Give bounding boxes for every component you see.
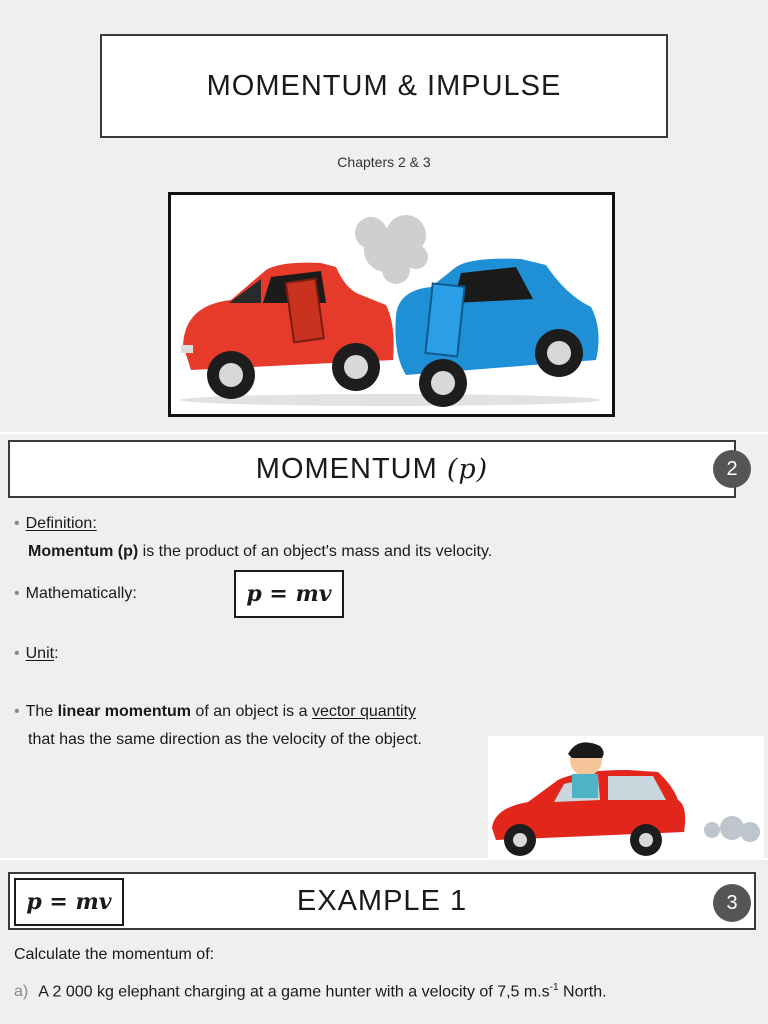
math-bullet <box>14 580 137 608</box>
linear-mid: of an object is a <box>190 703 312 720</box>
example-intro: Calculate the momentum of: <box>14 946 215 963</box>
boy-driving-car-illustration <box>488 736 764 858</box>
bullet-dot-icon: • <box>14 645 20 662</box>
bullet-dot-icon: • <box>14 585 20 602</box>
item-label: a) <box>14 983 29 1001</box>
momentum-symbol: (p) <box>446 453 489 485</box>
definition-label: Definition: <box>25 515 97 532</box>
linear-pre: The <box>25 703 58 720</box>
linear-line2: that has the same direction as the velocity of the object. <box>28 731 422 748</box>
slide-title-box <box>100 34 668 138</box>
momentum-formula: p = mv <box>234 570 344 618</box>
definition-bullet <box>14 510 492 566</box>
item-text: A 2 000 kg elephant charging at a game hunter with a velocity of 7,5 m.s <box>38 983 550 1001</box>
bullet-dot-icon: • <box>14 515 20 532</box>
boy-car-svg <box>488 736 764 858</box>
linear-momentum-bullet <box>14 698 422 754</box>
unit-bullet <box>14 640 59 668</box>
definition-line <box>14 538 492 566</box>
slide-title <box>0 0 768 432</box>
slide-title: MOMENTUM <box>255 452 447 485</box>
page-number-badge: 2 <box>713 450 751 488</box>
presentation-title: MOMENTUM & IMPULSE <box>206 69 562 102</box>
example-item-a <box>14 982 607 1001</box>
bullet-dot-icon: • <box>14 703 20 720</box>
car-crash-illustration <box>168 192 615 417</box>
momentum-formula: p = mv <box>14 878 124 926</box>
unit-colon: : <box>54 645 59 662</box>
subtitle: Chapters 2 & 3 <box>337 154 431 170</box>
definition-text: is the product of an object's mass and its velocity. <box>138 543 493 560</box>
linear-bold: linear momentum <box>57 703 191 720</box>
math-label: Mathematically: <box>25 585 137 602</box>
item-exponent: -1 <box>549 982 559 993</box>
vector-quantity: vector quantity <box>311 703 417 720</box>
slide-title: EXAMPLE 1 <box>296 884 468 917</box>
car-crash-svg <box>171 195 612 414</box>
slide-example-1 <box>0 860 768 1024</box>
page-number-badge: 3 <box>713 884 751 922</box>
slide-title-box <box>8 440 736 498</box>
slide-momentum <box>0 434 768 858</box>
item-tail: North. <box>558 983 607 1001</box>
unit-label: Unit <box>25 645 55 662</box>
definition-term: Momentum (p) <box>28 543 139 560</box>
